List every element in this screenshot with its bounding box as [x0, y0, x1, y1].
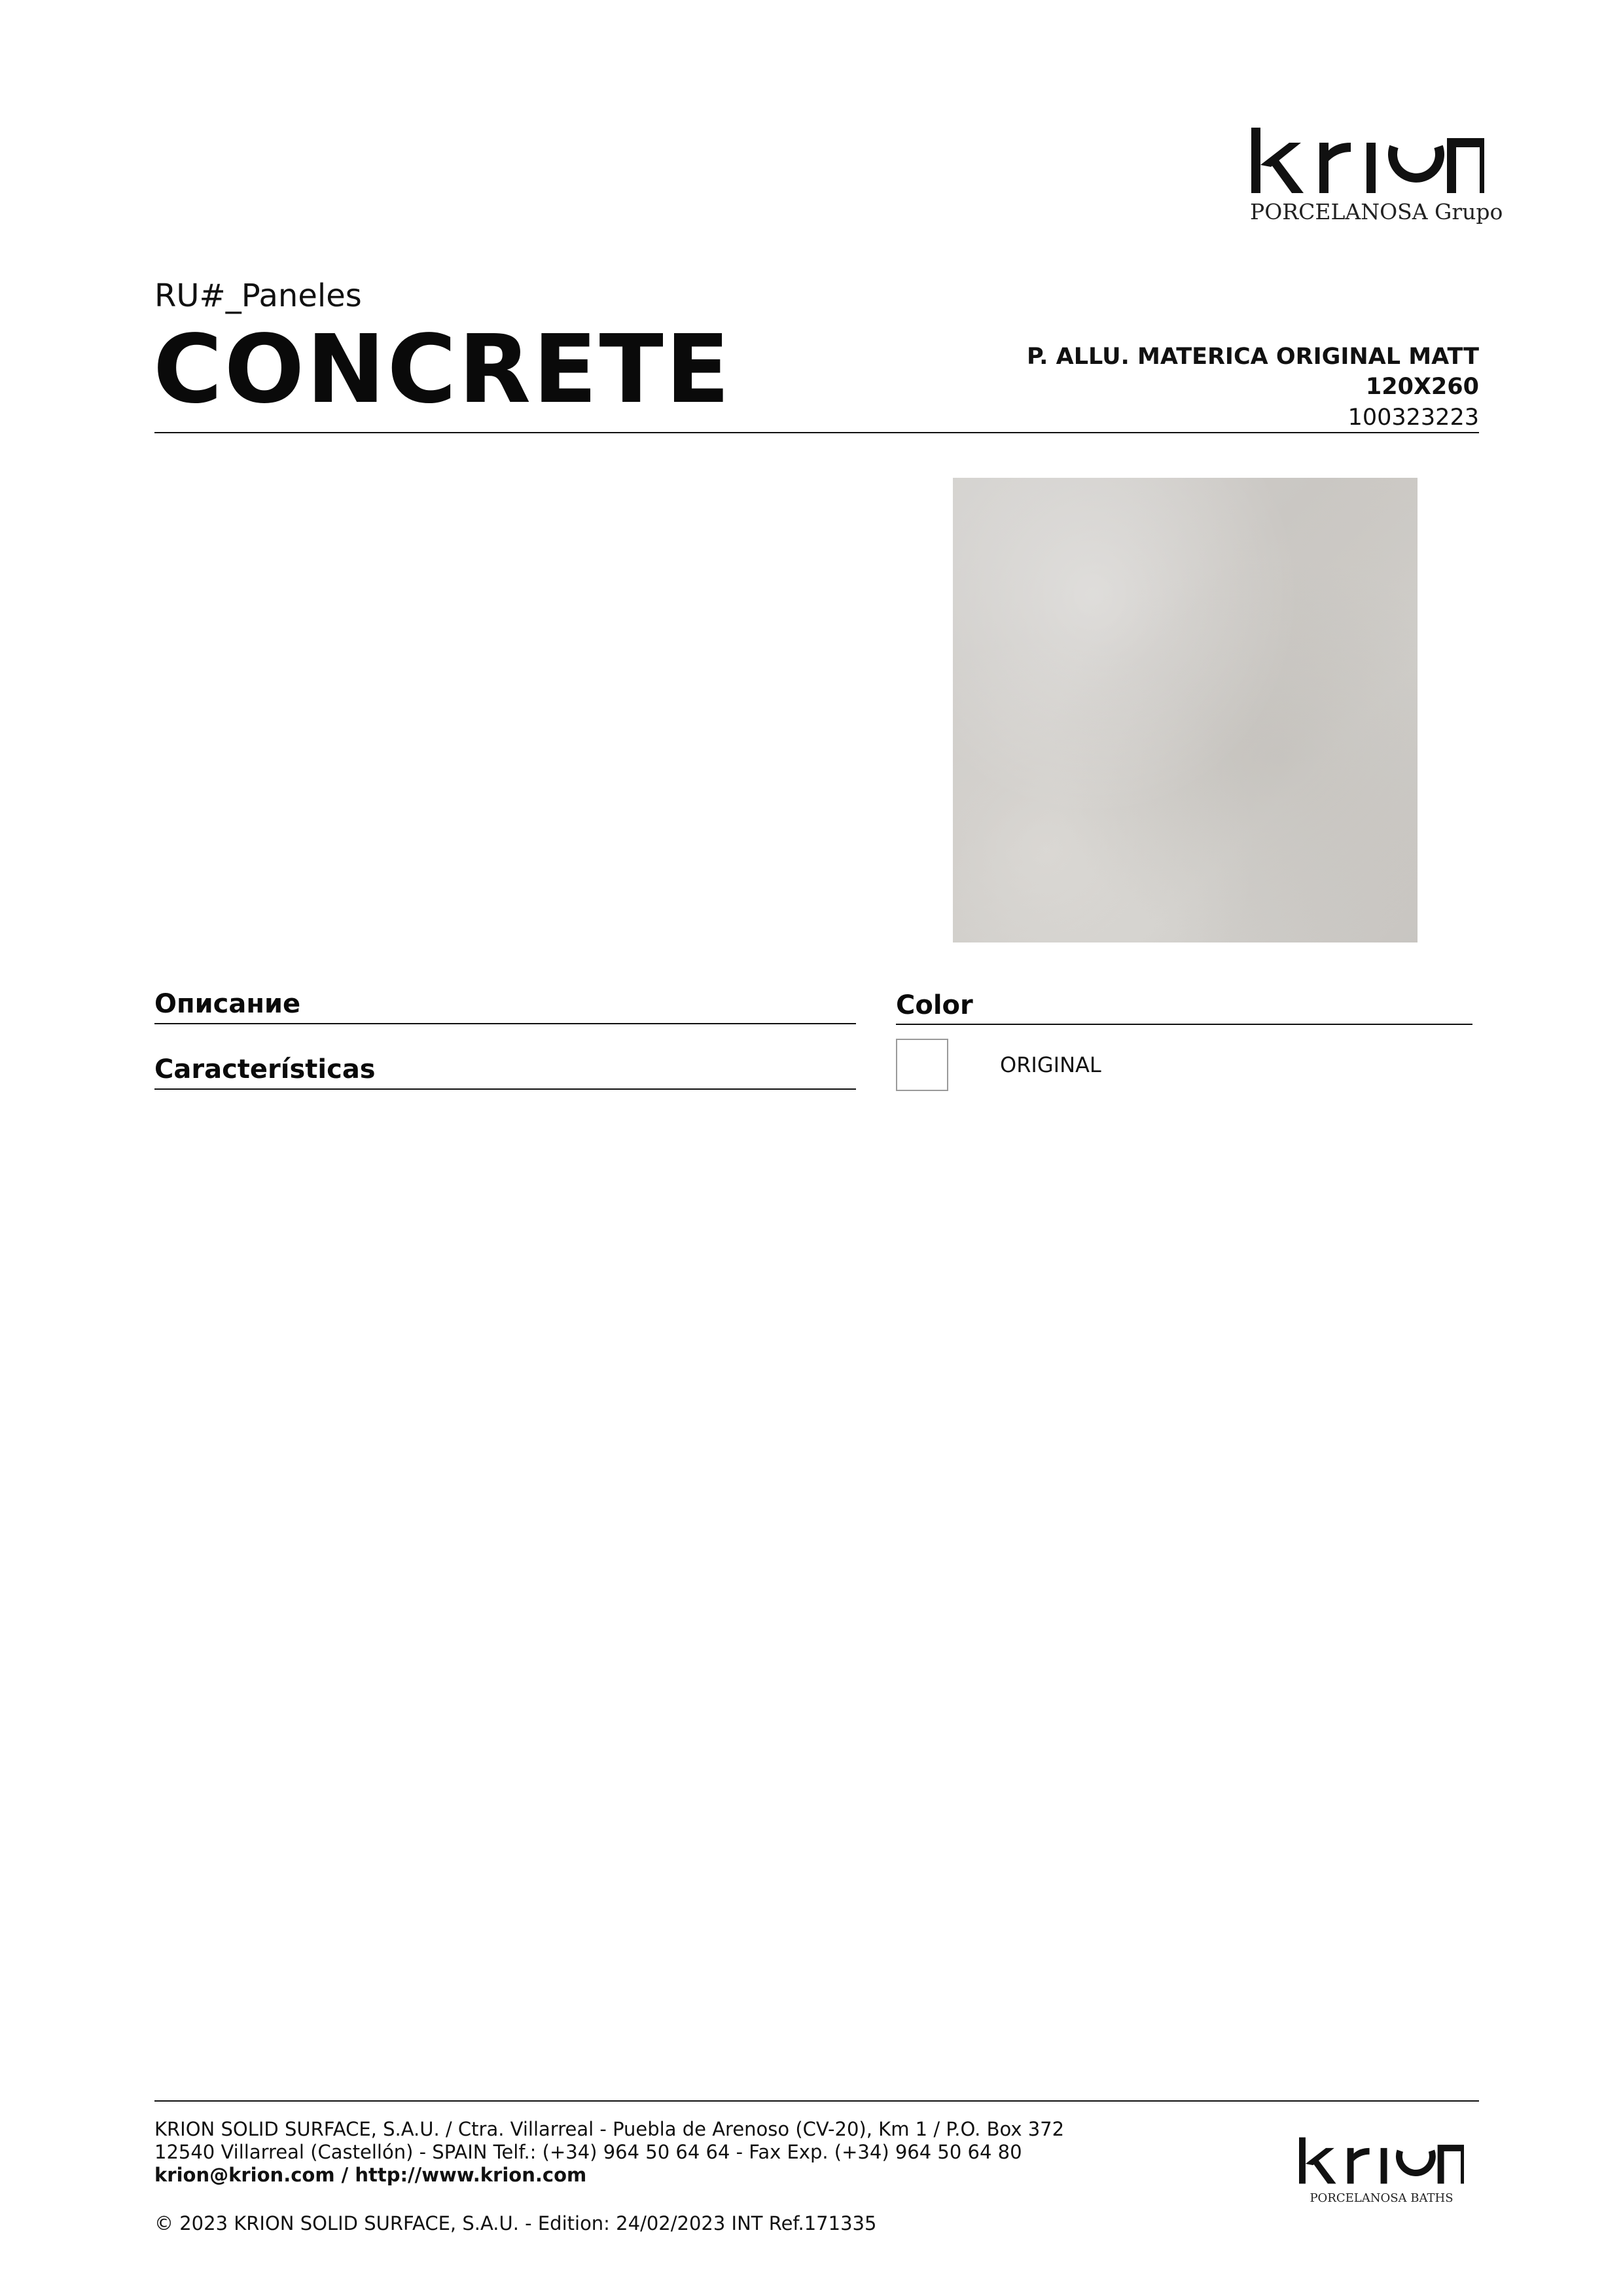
category-label: RU#_Paneles: [154, 278, 362, 314]
color-divider: [896, 1024, 1472, 1025]
footer-divider: [154, 2100, 1479, 2102]
logo-subtitle: PORCELANOSA Grupo: [1250, 199, 1503, 224]
footer-contact-link[interactable]: krion@krion.com / http://www.krion.com: [154, 2164, 587, 2186]
product-code: 100323223: [1347, 404, 1479, 431]
footer-address-line2: 12540 Villarreal (Castellón) - SPAIN Telf.: (+34) 964 50 64 64 - Fax Exp. (+34) 964 50 64 80: [154, 2141, 1022, 2163]
features-divider: [154, 1088, 856, 1090]
color-swatch-box: [896, 1039, 948, 1091]
krion-footer-logo: [1299, 2135, 1464, 2186]
footer-address-line1: KRION SOLID SURFACE, S.A.U. / Ctra. Villarreal - Puebla de Arenoso (CV-20), Km 1 / P.O. Box 372: [154, 2118, 1065, 2140]
color-heading: Color: [896, 990, 973, 1020]
title-divider: [154, 432, 1479, 433]
product-swatch-image: [953, 478, 1418, 942]
page-title: CONCRETE: [153, 314, 732, 424]
color-value: ORIGINAL: [1000, 1052, 1101, 1077]
description-divider: [154, 1023, 856, 1024]
footer-logo-subtitle: PORCELANOSA BATHS: [1310, 2191, 1454, 2205]
description-heading: Описание: [154, 989, 301, 1019]
footer-copyright: © 2023 KRION SOLID SURFACE, S.A.U. - Edition: 24/02/2023 INT Ref.171335: [154, 2212, 877, 2234]
product-name: P. ALLU. MATERICA ORIGINAL MATT: [1026, 344, 1479, 370]
krion-logo: [1251, 124, 1484, 196]
features-heading: Características: [154, 1054, 376, 1085]
product-size: 120X260: [1365, 374, 1479, 400]
